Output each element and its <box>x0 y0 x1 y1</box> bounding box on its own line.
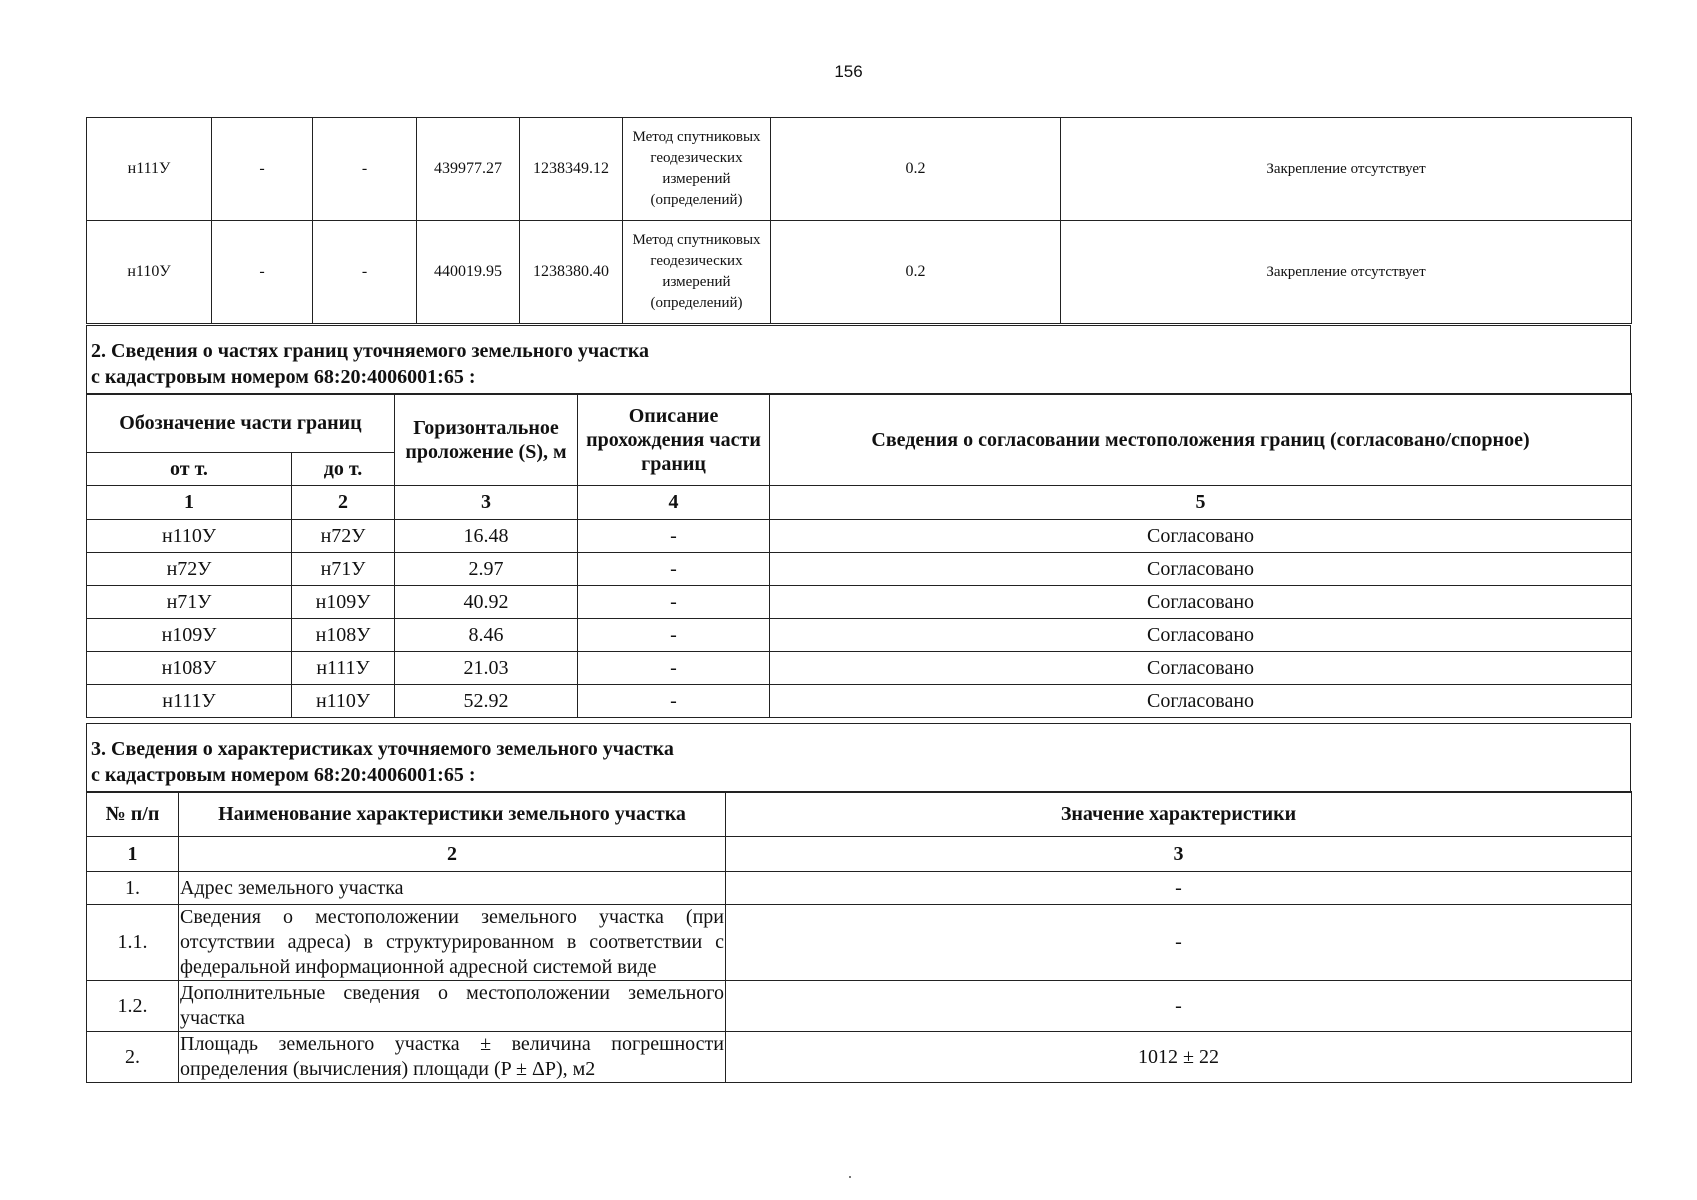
title-line: 2. Сведения о частях границ уточняемого земельного участка <box>91 340 650 362</box>
table-row <box>87 652 1632 685</box>
column-numbers <box>87 486 1632 520</box>
distance: 2.97 <box>395 553 578 586</box>
cell: - <box>212 118 313 221</box>
cell: - <box>313 118 417 221</box>
status: Согласовано <box>770 619 1632 652</box>
section-title <box>87 724 1631 793</box>
section-3-title <box>86 723 1631 793</box>
description: - <box>578 685 770 718</box>
header-boundary-part: Обозначение части границ <box>87 394 395 453</box>
characteristic-name: Дополнительные сведения о местоположении земельного участка <box>179 981 726 1032</box>
title-line: с кадастровым номером 68:20:4006001:65 : <box>91 366 476 388</box>
characteristic-name: Адрес земельного участка <box>179 872 726 905</box>
header-from: от т. <box>87 453 292 486</box>
from-point: н109У <box>87 619 292 652</box>
fixation: Закрепление отсутствует <box>1061 118 1632 221</box>
row-num: 1.1. <box>87 905 179 981</box>
to-point: н109У <box>292 586 395 619</box>
description: - <box>578 553 770 586</box>
characteristic-name: Сведения о местоположении земельного участка (при отсутствии адреса) в структурированном в соответствии с федеральной информационной адресной системой виде <box>179 905 726 981</box>
title-line: с кадастровым номером 68:20:4006001:65 : <box>91 764 476 786</box>
table-row <box>87 520 1632 553</box>
from-point: н108У <box>87 652 292 685</box>
point-name: н110У <box>87 221 212 324</box>
col-num: 4 <box>578 486 770 520</box>
header-to: до т. <box>292 453 395 486</box>
accuracy: 0.2 <box>771 221 1061 324</box>
characteristic-value: - <box>726 872 1632 905</box>
row-num: 1.2. <box>87 981 179 1032</box>
column-numbers <box>87 837 1632 872</box>
coord-x: 439977.27 <box>417 118 520 221</box>
col-num: 2 <box>292 486 395 520</box>
from-point: н71У <box>87 586 292 619</box>
table-row <box>87 905 1632 981</box>
status: Согласовано <box>770 520 1632 553</box>
accuracy: 0.2 <box>771 118 1061 221</box>
coord-y: 1238380.40 <box>520 221 623 324</box>
title-line: 3. Сведения о характеристиках уточняемого земельного участка <box>91 738 674 760</box>
header-num: № п/п <box>87 792 179 837</box>
to-point: н110У <box>292 685 395 718</box>
characteristic-name: Площадь земельного участка ± величина погрешности определения (вычисления) площади (P ± ΔP), м2 <box>179 1032 726 1083</box>
method: Метод спутниковых геодезических измерений (определений) <box>623 221 771 324</box>
status: Согласовано <box>770 553 1632 586</box>
cell: - <box>313 221 417 324</box>
header-agreement: Сведения о согласовании местоположения границ (согласовано/спорное) <box>770 394 1632 486</box>
characteristic-value: - <box>726 981 1632 1032</box>
header-description: Описание прохождения части границ <box>578 394 770 486</box>
characteristics-table <box>86 791 1632 1083</box>
to-point: н71У <box>292 553 395 586</box>
distance: 8.46 <box>395 619 578 652</box>
coord-y: 1238349.12 <box>520 118 623 221</box>
cell: - <box>212 221 313 324</box>
col-num: 5 <box>770 486 1632 520</box>
point-name: н111У <box>87 118 212 221</box>
col-num: 3 <box>395 486 578 520</box>
characteristic-value: 1012 ± 22 <box>726 1032 1632 1083</box>
row-num: 2. <box>87 1032 179 1083</box>
description: - <box>578 520 770 553</box>
to-point: н108У <box>292 619 395 652</box>
col-num: 1 <box>87 837 179 872</box>
table-row <box>87 981 1632 1032</box>
table-row <box>87 553 1632 586</box>
description: - <box>578 652 770 685</box>
characteristic-value: - <box>726 905 1632 981</box>
to-point: н72У <box>292 520 395 553</box>
method: Метод спутниковых геодезических измерений (определений) <box>623 118 771 221</box>
description: - <box>578 619 770 652</box>
section-title <box>87 326 1631 395</box>
fixation: Закрепление отсутствует <box>1061 221 1632 324</box>
boundary-parts-table <box>86 393 1632 718</box>
table-row <box>87 1032 1632 1083</box>
table-row <box>87 619 1632 652</box>
col-num: 3 <box>726 837 1632 872</box>
from-point: н110У <box>87 520 292 553</box>
status: Согласовано <box>770 685 1632 718</box>
description: - <box>578 586 770 619</box>
coord-x: 440019.95 <box>417 221 520 324</box>
distance: 16.48 <box>395 520 578 553</box>
table-row <box>87 118 1632 221</box>
row-num: 1. <box>87 872 179 905</box>
distance: 52.92 <box>395 685 578 718</box>
status: Согласовано <box>770 652 1632 685</box>
header-name: Наименование характеристики земельного участка <box>179 792 726 837</box>
distance: 21.03 <box>395 652 578 685</box>
page-number: 156 <box>834 62 863 81</box>
status: Согласовано <box>770 586 1632 619</box>
table-row <box>87 685 1632 718</box>
table-row <box>87 586 1632 619</box>
page-mark <box>849 1176 851 1178</box>
coordinates-table <box>86 117 1632 324</box>
table-row <box>87 872 1632 905</box>
from-point: н111У <box>87 685 292 718</box>
table-row <box>87 221 1632 324</box>
col-num: 2 <box>179 837 726 872</box>
header-horizontal: Горизонтальное проложение (S), м <box>395 394 578 486</box>
col-num: 1 <box>87 486 292 520</box>
header-value: Значение характеристики <box>726 792 1632 837</box>
section-2-title <box>86 325 1631 395</box>
to-point: н111У <box>292 652 395 685</box>
distance: 40.92 <box>395 586 578 619</box>
from-point: н72У <box>87 553 292 586</box>
